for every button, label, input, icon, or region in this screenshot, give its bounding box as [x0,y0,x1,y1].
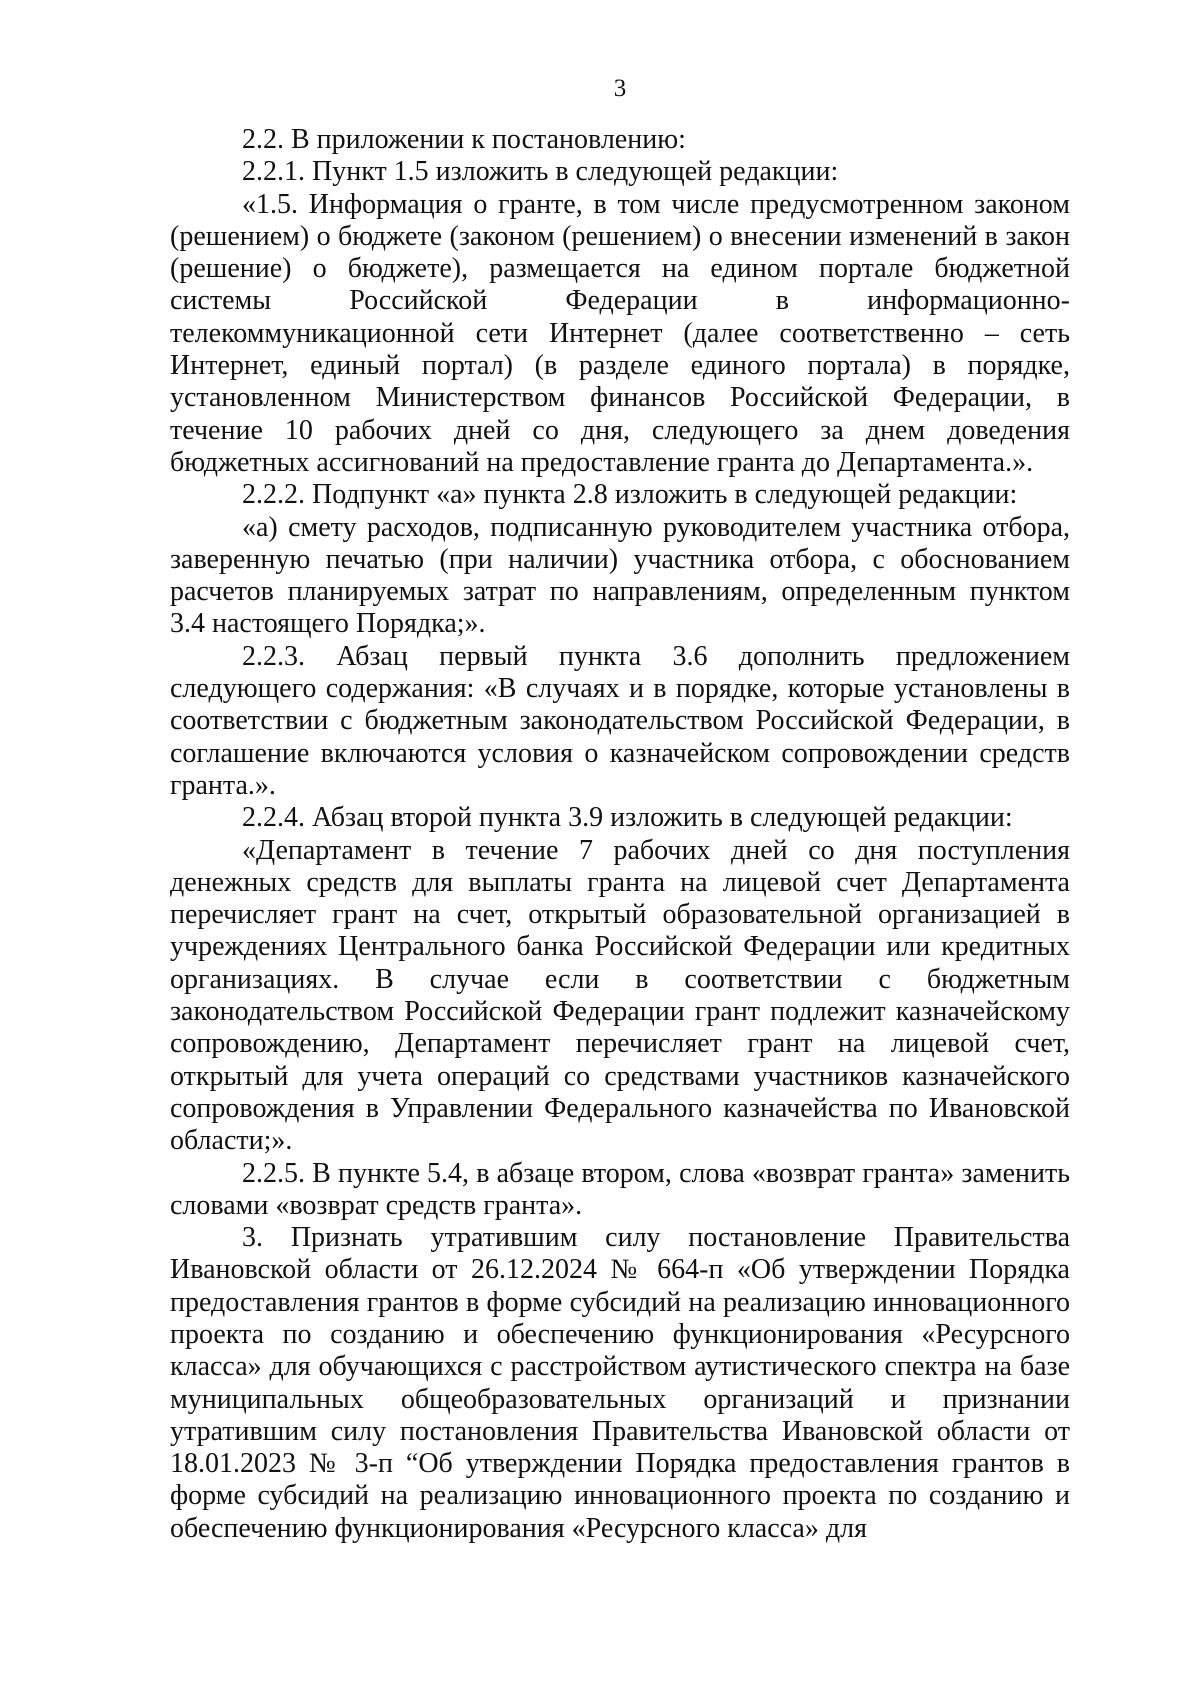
paragraph-2-2-5: 2.2.5. В пункте 5.4, в абзаце втором, слова «возврат гранта» заменить словами «возврат средств гранта». [170,1157,1070,1221]
paragraph-2-2-4: 2.2.4. Абзац второй пункта 3.9 изложить в следующей редакции: [242,802,1013,834]
paragraph-2-2-1: 2.2.1. Пункт 1.5 изложить в следующей редакции: [242,156,839,188]
paragraph-department-quote: «Департамент в течение 7 рабочих дней со дня поступления денежных средств для выплаты гранта на лицевой счет Департамента перечисляет грант на счет, открытый образовательной организацией в учреждениях Центрального банка Российской Федерации или кредитных организациях. В случае если в соответствии с бюджетным законодательством Российской Федерации грант подлежит казначейскому сопровождению, Департамент перечисляет грант на лицевой счет, открытый для учета операций со средствами участников казначейского сопровождения в Управлении Федерального казначейства по Ивановской области;». [170,834,1070,1157]
document-body [170,124,1070,1545]
paragraph-2-2: 2.2. В приложении к постановлению: [242,124,686,155]
paragraph-2-2-2: 2.2.2. Подпункт «а» пункта 2.8 изложить в следующей редакции: [242,479,1018,511]
paragraph-2-2-3: 2.2.3. Абзац первый пункта 3.6 дополнить предложением следующего содержания: «В случаях и в порядке, которые установлены в соответствии с бюджетным законодательством Российской Федерации, в соглашение включаются условия о казначейском сопровождении средств гранта.». [170,640,1070,801]
paragraph-1-5-quote: «1.5. Информация о гранте, в том числе предусмотренном законом (решением) о бюджете (законом (решением) о внесении изменений в закон (решение) о бюджете), размещается на едином портале бюджетной системы Российской Федерации в информационно-телекоммуникационной сети Интернет (далее соответственно – сеть Интернет, единый портал) (в разделе единого портала) в порядке, установленном Министерством финансов Российской Федерации, в течение 10 рабочих дней со дня, следующего за днем доведения бюджетных ассигнований на предоставление гранта до Департамента.». [170,188,1070,478]
paragraph-a-quote: «а) смету расходов, подписанную руководителем участника отбора, заверенную печатью (при наличии) участника отбора, с обоснованием расчетов планируемых затрат по направлениям, определенным пунктом 3.4 настоящего Порядка;». [170,511,1070,640]
page-number: 3 [613,75,627,102]
paragraph-3: 3. Признать утратившим силу постановление Правительства Ивановской области от 26.12.2024 № 664-п «Об утверждении Порядка предоставления грантов в форме субсидий на реализацию инновационного проекта по созданию и обеспечению функционирования «Ресурсного класса» для обучающихся с расстройством аутистического спектра на базе муниципальных общеобразовательных организаций и признании утратившим силу постановления Правительства Ивановской области от 18.01.2023 № 3-п “Об утверждении Порядка предоставления грантов в форме субсидий на реализацию инновационного проекта по созданию и обеспечению функционирования «Ресурсного класса» для [170,1222,1070,1544]
